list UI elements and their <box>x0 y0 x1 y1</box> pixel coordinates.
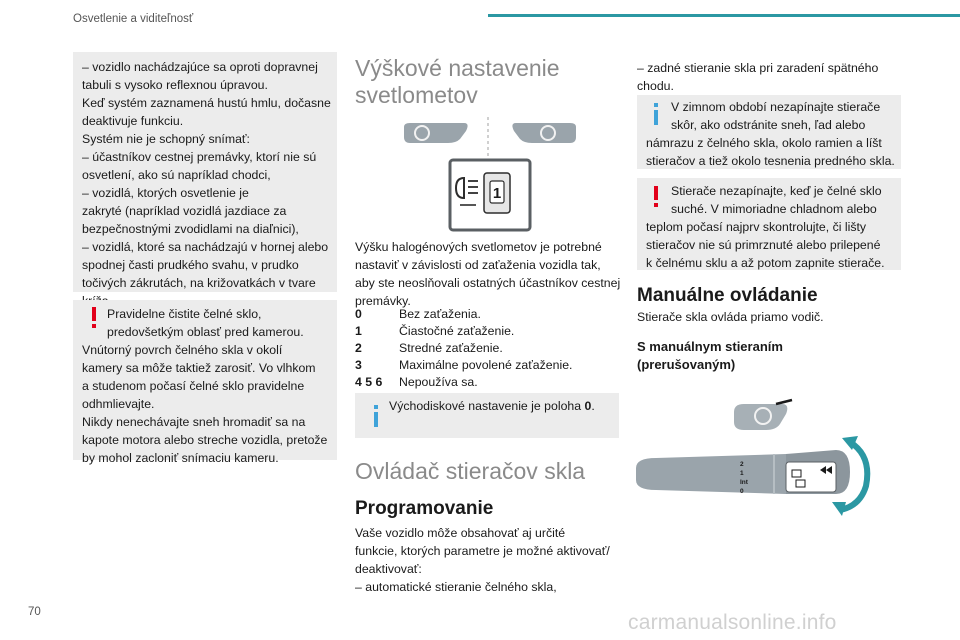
position-key: 4 5 6 <box>355 375 383 389</box>
headlamp-adjustment-illustration <box>400 115 580 235</box>
text-line: deaktivovať: <box>355 562 422 576</box>
text-line: stieračov a tiež okolo tesnenia predného skla. <box>646 154 895 168</box>
left-info-box <box>73 52 337 292</box>
headlamp-title-line2: svetlometov <box>355 82 478 108</box>
list-item <box>355 373 623 390</box>
text-line: tabuli s vysoko reflexnou úpravou. <box>82 78 268 92</box>
warning-exclamation-icon <box>651 186 661 208</box>
manual-wipe-subtitle <box>637 338 903 374</box>
text-line: suché. V mimoriadne chladnom alebo <box>671 202 877 216</box>
text-line: Systém nie je schopný snímať: <box>82 132 250 146</box>
programming-title: Programovanie <box>355 498 494 519</box>
manual-control-title: Manuálne ovládanie <box>637 285 818 306</box>
text-line: – vozidlo nachádzajúce sa oproti dopravnej <box>82 60 318 74</box>
subtitle-line2: (prerušovaným) <box>637 357 736 372</box>
position-key: 1 <box>355 324 362 338</box>
text-line: Vnútorný povrch čelného skla v okolí <box>82 343 283 357</box>
headlamp-section <box>355 55 623 109</box>
text-line: zakryté (napríklad vozidlá jazdiace za <box>82 204 287 218</box>
text-line: Vaše vozidlo môže obsahovať aj určité <box>355 526 566 540</box>
wiper-stalk-illustration <box>636 390 900 528</box>
position-text: Maximálne povolené zaťaženie. <box>399 358 573 372</box>
text-line: by mohol zacloniť snímaciu kameru. <box>82 451 279 465</box>
text-line: teplom počasí najprv skontrolujte, či lišty <box>646 220 867 234</box>
stalk-label: Int <box>740 479 748 486</box>
list-item <box>355 305 623 322</box>
wiper-section-title: Ovládač stieračov skla <box>355 458 586 484</box>
manual-control-text: Stierače skla ovláda priamo vodič. <box>637 310 824 324</box>
text-line: Stierače nezapínajte, keď je čelné sklo <box>671 184 882 198</box>
text-line: V zimnom období nezapínajte stierače <box>671 100 881 114</box>
text-line: odhmlievajte. <box>82 397 155 411</box>
text-line: Nikdy nenechávajte sneh hromadiť sa na <box>82 415 306 429</box>
headlamp-title-line1: Výškové nastavenie <box>355 55 560 81</box>
text-line: stieračov nie sú primrznuté alebo prilepené <box>646 238 881 252</box>
text-line: predovšetkým oblasť pred kamerou. <box>107 325 304 339</box>
list-item <box>355 339 623 356</box>
text-line: Výšku halogénových svetlometov je potrebné <box>355 240 602 254</box>
info-bold-value: 0 <box>584 399 592 413</box>
text-line: nastaviť v závislosti od zaťaženia vozidla tak, <box>355 258 601 272</box>
text-line: skôr, ako odstránite sneh, ľad alebo <box>671 118 866 132</box>
text-line: – vozidlá, ktoré sa nachádzajú v hornej alebo <box>82 240 329 254</box>
steering-wheel-icon <box>734 400 792 430</box>
position-key: 0 <box>355 307 362 321</box>
list-item <box>355 322 623 339</box>
text-line: – zadné stieranie skla pri zaradení spätného <box>637 61 879 75</box>
position-key: 2 <box>355 341 362 355</box>
section-title: Osvetlenie a viditeľnosť <box>73 13 194 25</box>
text-line: námrazu z čelného skla, okolo ramien a líšt <box>646 136 882 150</box>
text-line: funkcie, ktorých parametre je možné aktivovať/ <box>355 544 610 558</box>
stalk-label: 2 <box>740 461 744 468</box>
text-line: kamery sa môže taktiež zarosiť. Vo vlhkom <box>82 361 316 375</box>
text-line: deaktivuje funkciu. <box>82 114 184 128</box>
info-icon <box>651 103 661 125</box>
left-box-text <box>82 58 332 310</box>
text-line: aby ste neoslňovali ostatných účastníkov cestnej <box>355 276 621 290</box>
text-line: Keď systém zaznamená hustú hmlu, dočasne <box>82 96 331 110</box>
programming-body <box>355 524 623 596</box>
position-text: Stredné zaťaženie. <box>399 341 503 355</box>
info-end: . <box>591 399 595 413</box>
steering-wheel-right-icon <box>512 123 576 143</box>
text-line: bezpečnostnými zvodidlami na diaľnici), <box>82 222 299 236</box>
stalk-label: 1 <box>740 470 744 477</box>
text-line: premávky. <box>355 294 411 308</box>
stalk-label: 0 <box>740 488 744 495</box>
info-text: Východiskové nastavenie je poloha <box>389 399 585 413</box>
warning-exclamation-icon <box>89 307 99 329</box>
text-line: Pravidelne čistite čelné sklo, <box>107 307 262 321</box>
position-text: Čiastočné zaťaženie. <box>399 324 515 338</box>
text-line: – účastníkov cestnej premávky, ktorí nie sú <box>82 150 317 164</box>
text-line: točivých zákrutách, na križovatkách v tvare <box>82 276 316 290</box>
position-text: Nepoužíva sa. <box>399 375 478 389</box>
right-warning-box <box>637 178 901 270</box>
right-info-box <box>637 95 901 169</box>
middle-info-box <box>355 393 619 438</box>
text-line: spodnej časti prudkého svahu, v prudko <box>82 258 299 272</box>
text-line: osvetlení, ako sú napríklad chodci, <box>82 168 271 182</box>
dial-value: 1 <box>492 185 502 202</box>
right-top-text <box>637 59 903 95</box>
info-icon <box>371 405 381 427</box>
steering-wheel-left-icon <box>404 123 468 143</box>
page-number: 70 <box>28 606 41 618</box>
header-accent-bar <box>488 14 960 17</box>
watermark-text: carmanualsonline.info <box>628 611 837 634</box>
text-line: a studenom počasí čelné sklo pravidelne <box>82 379 305 393</box>
list-item <box>355 356 623 373</box>
headlamp-body <box>355 238 623 310</box>
text-line: kapote motora alebo streche vozidla, pretože <box>82 433 328 447</box>
position-list <box>355 305 623 390</box>
left-warning-box <box>73 300 337 465</box>
text-line: – vozidlá, ktorých osvetlenie je <box>82 186 249 200</box>
position-key: 3 <box>355 358 362 372</box>
text-line: chodu. <box>637 79 674 93</box>
text-line: k čelnému sklu a až potom zapnite stierače. <box>646 256 885 270</box>
subtitle-line1: S manuálnym stieraním <box>637 339 783 354</box>
position-text: Bez zaťaženia. <box>399 307 481 321</box>
text-line: – automatické stieranie čelného skla, <box>355 580 557 594</box>
